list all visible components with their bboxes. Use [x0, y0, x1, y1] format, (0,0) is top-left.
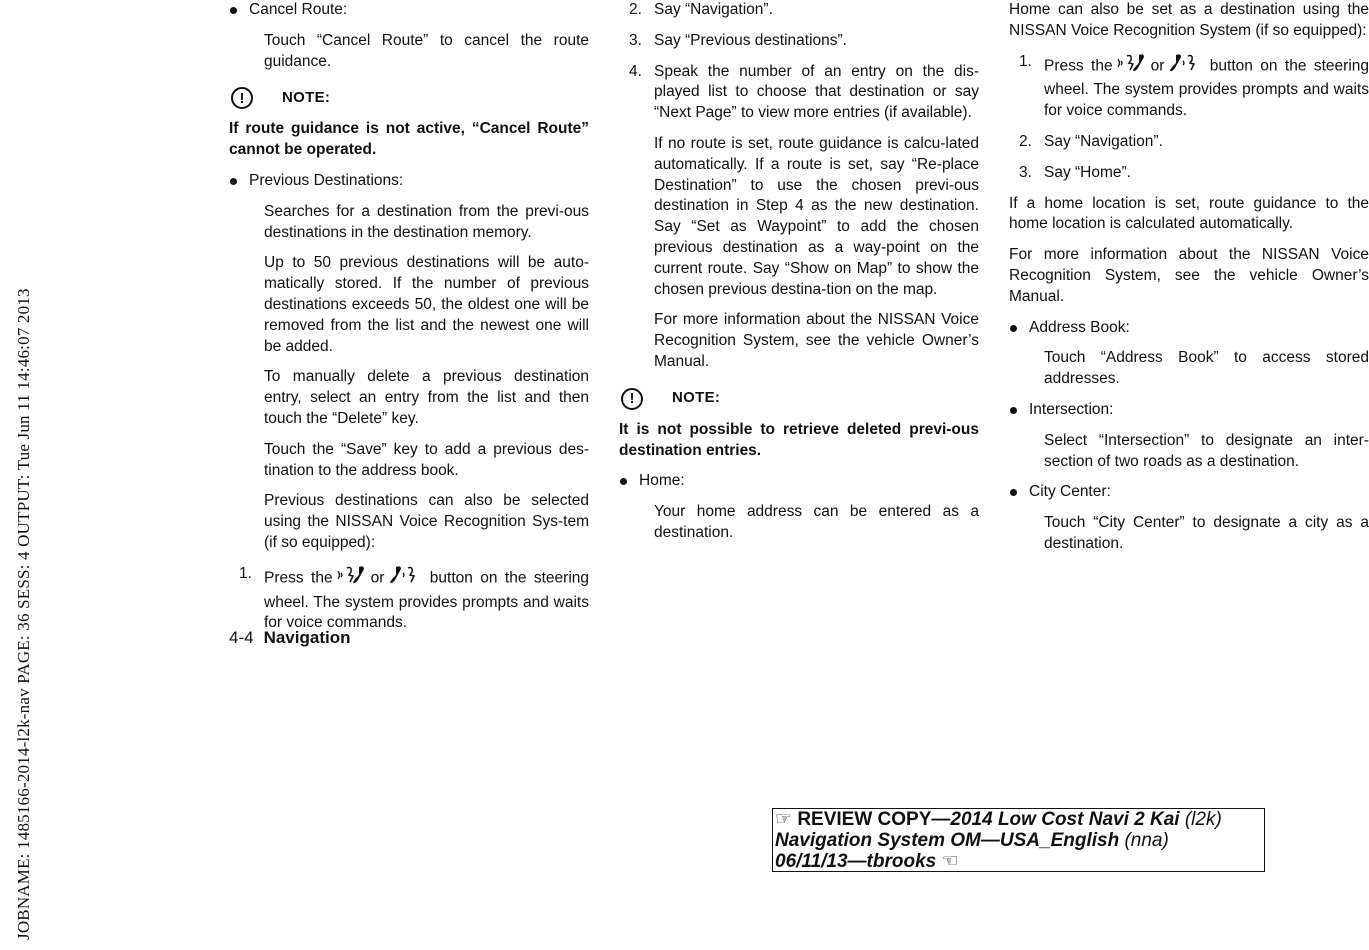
paragraph: Up to 50 previous destinations will be auto-matically stored. If the number of previous destinations exceeds 50, the oldest one will be removed from the list and the newest one will be added.: [264, 254, 589, 355]
paragraph: For more information about the NISSAN Voice Recognition System, see the vehicle Owner’s Manual.: [1009, 246, 1369, 305]
step-1: [229, 564, 589, 634]
step-text-or: or: [370, 569, 385, 587]
job-sidebar: [2, 0, 33, 950]
step-text: Say “Navigation”.: [1044, 132, 1163, 150]
note-text: If route guidance is not active, “Cancel Route” cannot be operated.: [229, 120, 589, 159]
page-number: 4-4: [229, 628, 254, 647]
paragraph: Home can also be set as a destination using the NISSAN Voice Recognition System (if so equipped):: [1009, 1, 1369, 39]
step-2: [619, 0, 979, 21]
paragraph: Searches for a destination from the previ-ous destinations in the destination memory.: [264, 202, 589, 241]
left-column: [229, 0, 589, 644]
step-number: 3.: [1019, 163, 1032, 181]
step-number: 1.: [1019, 52, 1032, 70]
pointing-hand-icon: ☞: [775, 809, 793, 830]
step-text: Speak the number of an entry on the dis-played list to choose that destination or say “Next Page” to view more entries (if available).: [654, 62, 979, 122]
address-book-desc: Touch “Address Book” to access stored addresses.: [1044, 349, 1369, 388]
middle-column: [619, 0, 979, 554]
step-text-a: Press the: [264, 569, 333, 587]
step-number: 3.: [629, 31, 642, 49]
voice-phone-icon: [388, 564, 418, 593]
bullet-cancel-route: Cancel Route:: [229, 0, 589, 21]
step-number: 2.: [1019, 132, 1032, 150]
page-footer: [229, 628, 350, 648]
review-line-1: ☞ REVIEW COPY—2014 Low Cost Navi 2 Kai (l2k): [775, 809, 1222, 830]
review-line-2: Navigation System OM—USA_English (nna): [775, 830, 1169, 851]
exclamation-icon: !: [231, 87, 253, 109]
step-4: [619, 62, 979, 124]
step-number: 1.: [239, 564, 252, 582]
step-text: Say “Navigation”.: [654, 1, 773, 18]
pointing-hand-icon: ☜: [941, 851, 959, 872]
step-text: Say “Home”.: [1044, 163, 1131, 181]
section-title: Navigation: [263, 628, 351, 647]
note-heading: [229, 86, 589, 110]
bullet-home: Home:: [619, 471, 979, 492]
step-2: [1009, 132, 1369, 153]
exclamation-icon: !: [621, 388, 643, 410]
note-heading: [619, 387, 979, 411]
review-line-3: 06/11/13—tbrooks ☜: [775, 851, 959, 872]
home-desc: Your home address can be entered as a destination.: [654, 503, 979, 541]
step-number: 4.: [629, 62, 642, 80]
bullet-intersection: Intersection:: [1009, 400, 1369, 421]
city-center-desc: Touch “City Center” to designate a city as a destination.: [1044, 514, 1369, 552]
bullet-address-book: Address Book:: [1009, 318, 1369, 339]
paragraph: Touch the “Save” key to add a previous des-tination to the address book.: [264, 440, 589, 479]
paragraph: If a home location is set, route guidance to the home location is calculated automatically.: [1009, 194, 1369, 233]
right-column: [1009, 0, 1369, 565]
bullet-previous-destinations: Previous Destinations:: [229, 171, 589, 192]
paragraph: For more information about the NISSAN Voice Recognition System, see the vehicle Owner’s Manual.: [654, 311, 979, 370]
note-label: NOTE:: [672, 389, 721, 407]
step-text-a: Press the: [1044, 57, 1113, 75]
voice-talk-icon: [1117, 52, 1147, 81]
step-1: [1009, 52, 1369, 122]
intersection-desc: Select “Intersection” to designate an inter-section of two roads as a destination.: [1044, 431, 1369, 470]
step-text-b: button on the steering wheel. The system provides prompts and waits for voice commands.: [1044, 57, 1369, 120]
step-text: Say “Previous destinations”.: [654, 31, 847, 49]
voice-talk-icon: [337, 564, 367, 593]
paragraph: To manually delete a previous destination entry, select an entry from the list and then touch the “Delete” key.: [264, 368, 589, 427]
job-info-text: JOBNAME: 1485166-2014-l2k-nav PAGE: 36 SESS: 4 OUTPUT: Tue Jun 11 14:46:07 2013: [14, 288, 33, 940]
bullet-city-center: City Center:: [1009, 482, 1369, 503]
voice-phone-icon: [1168, 52, 1198, 81]
review-copy-stamp: [772, 808, 1265, 872]
paragraph: Previous destinations can also be selected using the NISSAN Voice Recognition Sys-tem (if so equipped):: [264, 492, 589, 551]
note-label: NOTE:: [282, 88, 331, 106]
paragraph: If no route is set, route guidance is calcu-lated automatically. If a route is set, say “Re-place Destination” to use the chosen previ-ous destination in Step 4 as the new destination. Say “Set as Waypoint” to add the chosen previous destination as a way-point on the current route. Say “Show on Map” to show the chosen previous destina-tion on the map.: [654, 134, 979, 298]
cancel-route-desc: Touch “Cancel Route” to cancel the route guidance.: [264, 31, 589, 70]
step-number: 2.: [629, 1, 642, 18]
note-text: It is not possible to retrieve deleted previ-ous destination entries.: [619, 420, 979, 459]
step-text-or: or: [1150, 57, 1165, 75]
step-text-b: button on the steering wheel. The system provides prompts and waits for voice commands.: [264, 569, 589, 632]
step-3: [619, 31, 979, 52]
step-3: [1009, 163, 1369, 184]
